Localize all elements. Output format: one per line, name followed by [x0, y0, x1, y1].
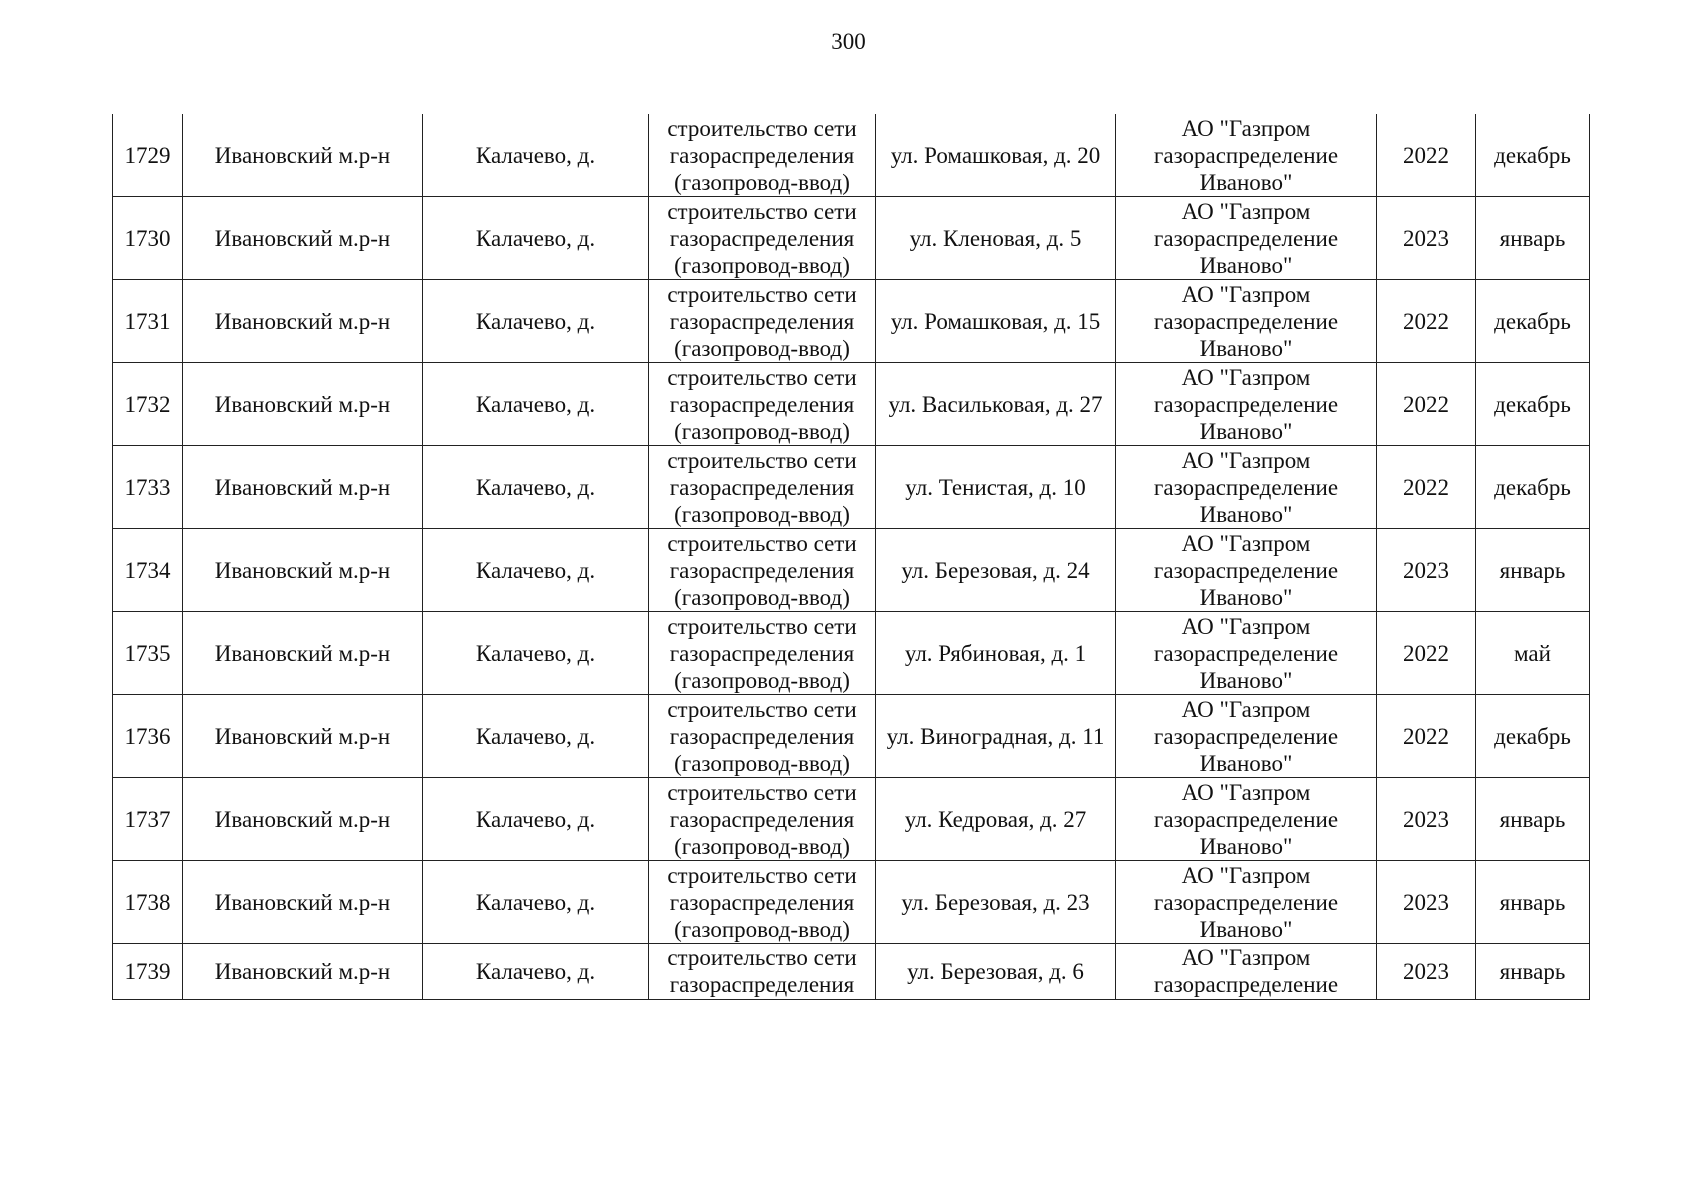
cell-organization: АО "Газпром газораспределение Иваново" — [1116, 280, 1377, 363]
cell-district: Ивановский м.р-н — [183, 529, 423, 612]
cell-organization: АО "Газпром газораспределение Иваново" — [1116, 861, 1377, 944]
cell-address: ул. Кедровая, д. 27 — [876, 778, 1116, 861]
page-number: 300 — [831, 29, 866, 54]
cell-number: 1729 — [113, 114, 183, 197]
cell-work-type — [649, 944, 876, 1000]
cell-address: ул. Березовая, д. 23 — [876, 861, 1116, 944]
cell-number: 1737 — [113, 778, 183, 861]
cell-organization: АО "Газпром газораспределение Иваново" — [1116, 529, 1377, 612]
cell-address: ул. Березовая, д. 6 — [876, 944, 1116, 1000]
cell-settlement: Калачево, д. — [423, 529, 649, 612]
cell-district: Ивановский м.р-н — [183, 280, 423, 363]
cell-district: Ивановский м.р-н — [183, 197, 423, 280]
cell-number: 1735 — [113, 612, 183, 695]
cell-settlement: Калачево, д. — [423, 861, 649, 944]
cell-month: декабрь — [1476, 446, 1590, 529]
cell-year: 2022 — [1377, 695, 1476, 778]
cell-address: ул. Березовая, д. 24 — [876, 529, 1116, 612]
cell-district: Ивановский м.р-н — [183, 114, 423, 197]
cell-number: 1732 — [113, 363, 183, 446]
cell-address: ул. Рябиновая, д. 1 — [876, 612, 1116, 695]
cell-month: январь — [1476, 529, 1590, 612]
cell-work-type: строительство сети газораспределения (газопровод-ввод) — [649, 280, 876, 363]
cell-year: 2023 — [1377, 778, 1476, 861]
cell-address: ул. Виноградная, д. 11 — [876, 695, 1116, 778]
cell-district: Ивановский м.р-н — [183, 861, 423, 944]
cell-month: май — [1476, 612, 1590, 695]
cell-year: 2023 — [1377, 944, 1476, 1000]
cell-address: ул. Кленовая, д. 5 — [876, 197, 1116, 280]
cell-settlement: Калачево, д. — [423, 114, 649, 197]
cell-address: ул. Тенистая, д. 10 — [876, 446, 1116, 529]
cell-month: январь — [1476, 197, 1590, 280]
cell-year: 2023 — [1377, 861, 1476, 944]
cell-year: 2022 — [1377, 280, 1476, 363]
cell-settlement: Калачево, д. — [423, 280, 649, 363]
cell-address: ул. Ромашковая, д. 15 — [876, 280, 1116, 363]
cell-work-type: строительство сети газораспределения (газопровод-ввод) — [649, 861, 876, 944]
cell-year: 2023 — [1377, 529, 1476, 612]
cell-month: декабрь — [1476, 363, 1590, 446]
table-row — [113, 861, 1590, 944]
cell-month: декабрь — [1476, 280, 1590, 363]
cell-organization: АО "Газпром газораспределение Иваново" — [1116, 695, 1377, 778]
cell-year: 2022 — [1377, 446, 1476, 529]
gas-network-table — [112, 114, 1590, 1000]
cell-district: Ивановский м.р-н — [183, 695, 423, 778]
table-row — [113, 363, 1590, 446]
table-row — [113, 778, 1590, 861]
cell-settlement: Калачево, д. — [423, 363, 649, 446]
cell-month: декабрь — [1476, 695, 1590, 778]
cell-district: Ивановский м.р-н — [183, 446, 423, 529]
table-row — [113, 446, 1590, 529]
table-row — [113, 197, 1590, 280]
cell-year: 2022 — [1377, 114, 1476, 197]
cell-month: январь — [1476, 944, 1590, 1000]
cell-district: Ивановский м.р-н — [183, 363, 423, 446]
cell-settlement: Калачево, д. — [423, 612, 649, 695]
cell-organization: АО "Газпром газораспределение Иваново" — [1116, 363, 1377, 446]
cell-work-type: строительство сети газораспределения (газопровод-ввод) — [649, 778, 876, 861]
cell-organization: АО "Газпром газораспределение Иваново" — [1116, 197, 1377, 280]
cell-work-type: строительство сети газораспределения (газопровод-ввод) — [649, 197, 876, 280]
cell-address: ул. Ромашковая, д. 20 — [876, 114, 1116, 197]
cell-number: 1738 — [113, 861, 183, 944]
cell-year: 2022 — [1377, 363, 1476, 446]
cell-organization: АО "Газпром газораспределение Иваново" — [1116, 114, 1377, 197]
cell-work-type: строительство сети газораспределения (газопровод-ввод) — [649, 363, 876, 446]
table-row — [113, 612, 1590, 695]
cell-district: Ивановский м.р-н — [183, 612, 423, 695]
cell-number: 1739 — [113, 944, 183, 1000]
cell-organization-text: АО "Газпром газораспределение — [1153, 945, 1339, 997]
cell-organization: АО "Газпром газораспределение Иваново" — [1116, 778, 1377, 861]
cell-number: 1731 — [113, 280, 183, 363]
table-row — [113, 114, 1590, 197]
table-row — [113, 280, 1590, 363]
cell-district: Ивановский м.р-н — [183, 778, 423, 861]
cell-organization: АО "Газпром газораспределение Иваново" — [1116, 446, 1377, 529]
cell-work-type: строительство сети газораспределения (газопровод-ввод) — [649, 114, 876, 197]
cell-work-type: строительство сети газораспределения (газопровод-ввод) — [649, 612, 876, 695]
cell-settlement: Калачево, д. — [423, 778, 649, 861]
table-row — [113, 944, 1590, 1000]
cell-organization: АО "Газпром газораспределение Иваново" — [1116, 612, 1377, 695]
cell-work-type: строительство сети газораспределения (газопровод-ввод) — [649, 695, 876, 778]
cell-month: январь — [1476, 778, 1590, 861]
cell-year: 2022 — [1377, 612, 1476, 695]
cell-number: 1733 — [113, 446, 183, 529]
cell-settlement: Калачево, д. — [423, 197, 649, 280]
cell-district: Ивановский м.р-н — [183, 944, 423, 1000]
cell-month: январь — [1476, 861, 1590, 944]
table-row — [113, 695, 1590, 778]
cell-work-type: строительство сети газораспределения (газопровод-ввод) — [649, 529, 876, 612]
cell-settlement: Калачево, д. — [423, 446, 649, 529]
cell-address: ул. Васильковая, д. 27 — [876, 363, 1116, 446]
cell-organization — [1116, 944, 1377, 1000]
cell-settlement: Калачево, д. — [423, 944, 649, 1000]
cell-work-type: строительство сети газораспределения (газопровод-ввод) — [649, 446, 876, 529]
table-row — [113, 529, 1590, 612]
cell-year: 2023 — [1377, 197, 1476, 280]
cell-settlement: Калачево, д. — [423, 695, 649, 778]
cell-number: 1730 — [113, 197, 183, 280]
cell-work-type-text: строительство сети газораспределения — [667, 945, 857, 997]
cell-month: декабрь — [1476, 114, 1590, 197]
cell-number: 1736 — [113, 695, 183, 778]
cell-number: 1734 — [113, 529, 183, 612]
